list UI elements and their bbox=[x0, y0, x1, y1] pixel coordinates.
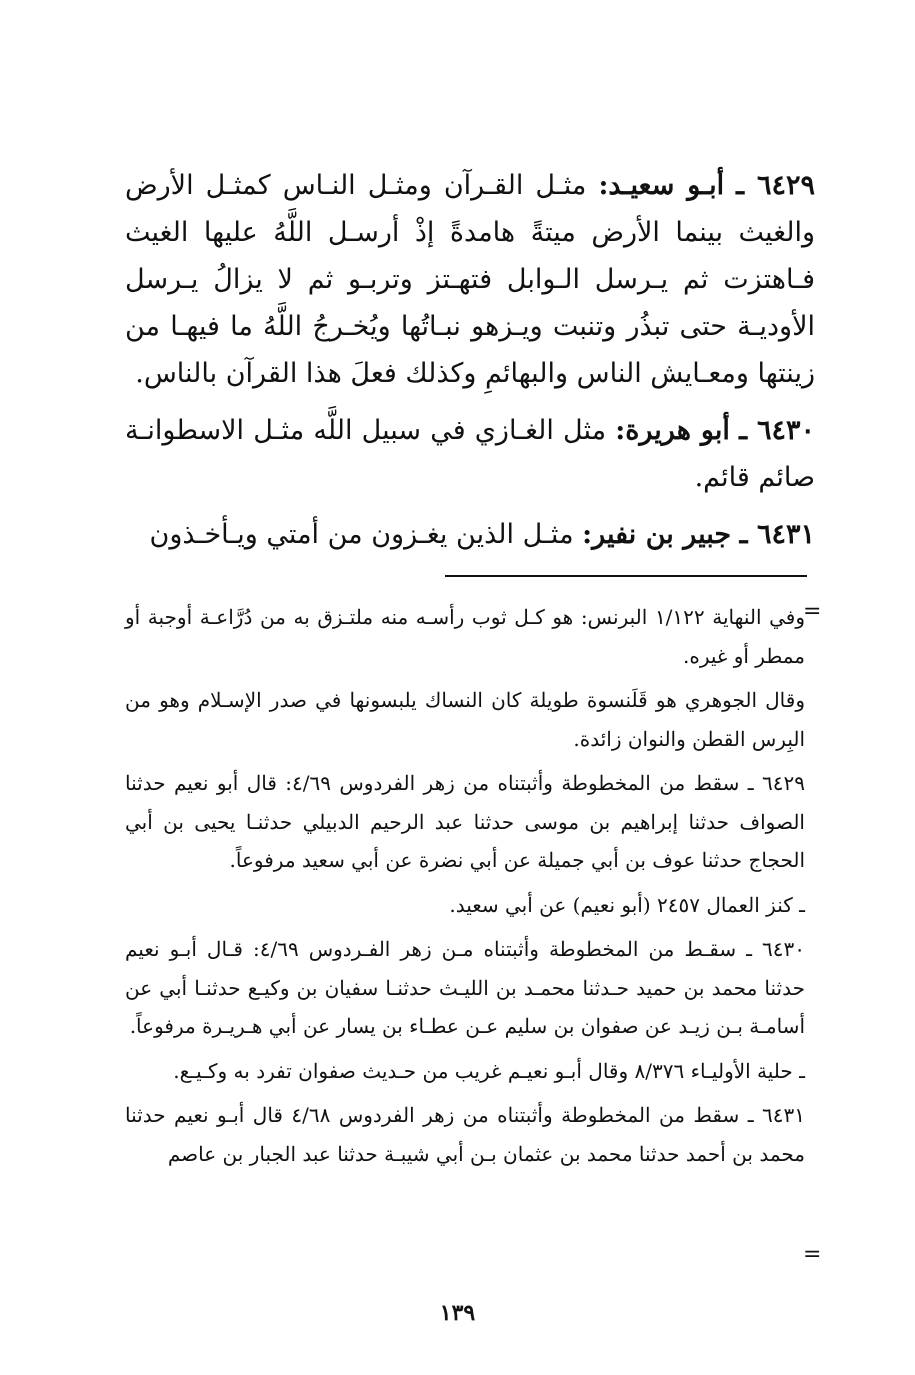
footnote-paragraph: ٦٤٢٩ ـ سقط من المخطوطة وأثبتناه من زهر الفردوس ٤/٦٩: قال أبو نعيم حدثنا الصواف حدثنا إبراهيم بن موسى حدثنا عبد الرحيم الدبيلي حدثنـا يحيى بن أبي الحجاج حدثنا عوف بن أبي جميلة عن أبي نضرة عن أبي سعيد مرفوعاً. bbox=[125, 771, 805, 872]
entry-text: مثـل القـرآن ومثـل النـاس كمثـل الأرض والغيث بينما الأرض ميتةً هامدةً إذْ أرسـل اللَّهُ عليها الغيث فـاهتزت ثم يـرسل الـوابل فتهـتز وتربـو ثم لا يزالُ يـرسل الأوديـة حتى تبذُر وتنبت ويـزهو نبـاتُها ويُخـرجُ اللَّهُ ما فيهـا من زينتها ومعـايش الناس والبهائمِ وكذلك فعلَ هذا القرآن بالناس. bbox=[125, 170, 815, 389]
footnote-divider bbox=[445, 575, 807, 577]
main-text bbox=[125, 162, 815, 568]
entry-narrator: جبير بن نفير: bbox=[582, 519, 732, 550]
entry-number: ٦٤٢٩ ـ bbox=[736, 170, 815, 201]
entry-6429 bbox=[125, 162, 815, 397]
entry-number: ٦٤٣١ ـ bbox=[739, 519, 815, 550]
page-number: ١٣٩ bbox=[439, 1300, 476, 1326]
footnote-paragraph: وقال الجوهري هو قَلَنسوة طويلة كان النساك يلبسونها في صدر الإسـلام وهو من البِرس القطن والنوان زائدة. bbox=[125, 688, 805, 751]
entry-6430 bbox=[125, 407, 815, 501]
entry-narrator: أبـو سعيـد: bbox=[598, 170, 725, 201]
footnote-continuation-marker: = bbox=[803, 599, 822, 624]
footnote-continues-marker: = bbox=[803, 1242, 822, 1267]
footnote-paragraph: ـ حلية الأوليـاء ٨/٣٧٦ وقال أبـو نعيـم غريب من حـديث صفوان تفرد به وكـيـع. bbox=[173, 1058, 805, 1083]
footnote-paragraph: وفي النهاية ١/١٢٢ البرنس: هو كـل ثوب رأسـه منه ملتـزق به من دُرَّاعـة أوجبة أو ممطر أو غيره. bbox=[125, 605, 806, 668]
entry-text: مثل الغـازي في سبيل اللَّه مثـل الاسطوانـة صائم قائم. bbox=[125, 415, 815, 493]
entry-text: مثـل الذين يغـزون من أمتي ويـأخـذون bbox=[149, 519, 574, 550]
entry-narrator: أبو هريرة: bbox=[615, 415, 730, 446]
entry-6431 bbox=[125, 511, 815, 558]
entry-number: ٦٤٣٠ ـ bbox=[739, 415, 815, 446]
footnote-paragraph: ـ كنز العمال ٢٤٥٧ (أبو نعيم) عن أبي سعيد. bbox=[449, 892, 805, 917]
footnotes bbox=[125, 598, 805, 1179]
footnote-paragraph: ٦٤٣٠ ـ سقـط من المخطوطة وأثبتناه مـن زهر الفـردوس ٤/٦٩: قـال أبـو نعيم حدثنا محمد بن حميد حـدثنا محمـد بن الليـث حدثنـا سفيان بن وكيـع حدثنـا أبي عن أسامـة بـن زيـد عن صفوان بن سليم عـن عطـاء بن يسار عن أبي هـريـرة مرفوعاً. bbox=[125, 937, 806, 1038]
footnote-paragraph: ٦٤٣١ ـ سقط من المخطوطة وأثبتناه من زهر الفردوس ٤/٦٨ قال أبـو نعيم حدثنا محمد بن أحمد حدثنا محمد بن عثمان بـن أبي شيبـة حدثنا عبد الجبار بن عاصم bbox=[125, 1103, 805, 1166]
